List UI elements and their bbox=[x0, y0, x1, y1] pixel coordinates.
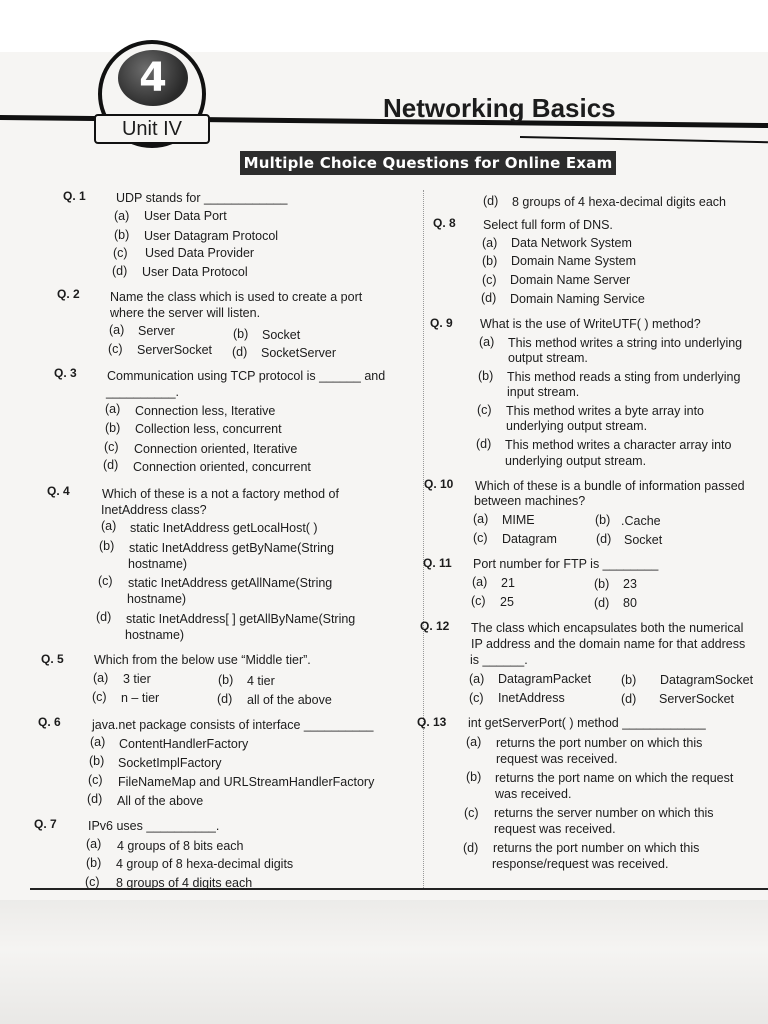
option-letter: (d) bbox=[596, 532, 612, 546]
option-text: 21 bbox=[501, 576, 515, 590]
option-text: SocketImplFactory bbox=[118, 756, 222, 770]
question-text: Communication using TCP protocol is ______ and bbox=[107, 369, 386, 383]
option-letter: (b) bbox=[86, 856, 102, 870]
option-letter: (c) bbox=[108, 342, 123, 356]
question-number: Q. 7 bbox=[34, 817, 57, 831]
option-text: all of the above bbox=[247, 693, 332, 707]
option-letter: (b) bbox=[89, 754, 105, 768]
option-letter: (c) bbox=[482, 273, 497, 287]
option-text: static InetAddress getLocalHost( ) bbox=[130, 521, 318, 535]
question-text: UDP stands for ____________ bbox=[116, 191, 288, 205]
option-text: 8 groups of 4 hexa-decimal digits each bbox=[512, 195, 727, 209]
option-text: Connection oriented, concurrent bbox=[133, 460, 311, 474]
question-text: IP address and the domain name for that address bbox=[471, 637, 746, 651]
option-text: output stream. bbox=[508, 351, 588, 365]
option-letter: (a) bbox=[479, 335, 495, 349]
option-letter: (c) bbox=[104, 440, 119, 454]
option-text: Server bbox=[138, 324, 175, 338]
option-letter: (c) bbox=[471, 594, 486, 608]
option-text: hostname) bbox=[125, 628, 185, 642]
top-margin bbox=[0, 0, 768, 52]
question-text: __________. bbox=[106, 385, 179, 399]
option-letter: (b) bbox=[105, 421, 121, 435]
option-text: static InetAddress[ ] getAllByName(String bbox=[126, 612, 356, 626]
option-letter: (a) bbox=[101, 519, 117, 533]
option-text: static InetAddress getAllName(String bbox=[128, 576, 333, 590]
option-letter: (b) bbox=[621, 673, 637, 687]
question-text: is ______. bbox=[470, 653, 528, 667]
question-text: where the server will listen. bbox=[110, 306, 261, 320]
option-text: 8 groups of 4 digits each bbox=[116, 876, 253, 890]
option-letter: (c) bbox=[469, 691, 484, 705]
question-number: Q. 8 bbox=[433, 216, 456, 230]
option-letter: (c) bbox=[92, 690, 107, 704]
unit-number: 4 bbox=[118, 50, 188, 106]
option-text: returns the port number on which this bbox=[496, 736, 703, 750]
option-text: request was received. bbox=[496, 752, 618, 766]
option-text: 4 groups of 8 bits each bbox=[117, 839, 244, 853]
option-text: returns the port name on which the request bbox=[495, 771, 734, 785]
option-letter: (d) bbox=[112, 264, 128, 278]
option-letter: (a) bbox=[109, 323, 125, 337]
question-number: Q. 11 bbox=[423, 556, 452, 570]
option-letter: (a) bbox=[86, 837, 102, 851]
question-number: Q. 10 bbox=[424, 477, 454, 491]
question-text: Name the class which is used to create a port bbox=[110, 290, 363, 304]
option-text: Domain Name System bbox=[511, 254, 637, 268]
question-text: Port number for FTP is ________ bbox=[473, 557, 659, 571]
option-text: User Datagram Protocol bbox=[144, 229, 279, 243]
option-letter: (b) bbox=[466, 770, 482, 784]
unit-label: Unit IV bbox=[94, 114, 210, 144]
option-text: input stream. bbox=[507, 385, 580, 399]
option-text: ServerSocket bbox=[659, 692, 735, 706]
question-number: Q. 1 bbox=[63, 189, 86, 203]
option-text: 23 bbox=[623, 577, 637, 591]
option-letter: (c) bbox=[473, 531, 488, 545]
option-letter: (b) bbox=[594, 577, 610, 591]
option-text: Used Data Provider bbox=[145, 246, 255, 260]
option-letter: (d) bbox=[232, 345, 248, 359]
option-text: This method writes a byte array into bbox=[506, 404, 704, 418]
option-text: .Cache bbox=[621, 514, 661, 528]
question-text: IPv6 uses __________. bbox=[88, 819, 220, 833]
option-letter: (b) bbox=[99, 539, 115, 553]
option-letter: (a) bbox=[469, 672, 485, 686]
option-letter: (b) bbox=[595, 513, 611, 527]
bottom-margin bbox=[0, 900, 768, 1024]
option-letter: (b) bbox=[478, 369, 494, 383]
option-letter: (a) bbox=[90, 735, 106, 749]
question-text: Which of these is a bundle of information passed bbox=[475, 479, 745, 493]
option-letter: (d) bbox=[463, 841, 479, 855]
question-text: Which from the below use “Middle tier”. bbox=[94, 653, 311, 667]
option-text: hostname) bbox=[128, 557, 188, 571]
option-letter: (d) bbox=[621, 692, 637, 706]
question-number: Q. 2 bbox=[57, 287, 80, 301]
option-letter: (a) bbox=[473, 512, 489, 526]
option-text: ContentHandlerFactory bbox=[119, 737, 249, 751]
option-text: static InetAddress getByName(String bbox=[129, 541, 334, 555]
question-number: Q. 9 bbox=[430, 316, 453, 330]
option-letter: (d) bbox=[594, 596, 610, 610]
option-letter: (d) bbox=[481, 291, 497, 305]
question-number: Q. 4 bbox=[47, 484, 70, 498]
option-text: 4 tier bbox=[247, 674, 275, 688]
question-text: What is the use of WriteUTF( ) method? bbox=[480, 317, 701, 331]
option-text: SocketServer bbox=[261, 346, 337, 360]
option-letter: (c) bbox=[464, 806, 479, 820]
header-rule-secondary bbox=[520, 136, 768, 143]
question-number: Q. 12 bbox=[420, 619, 450, 633]
option-text: returns the port number on which this bbox=[493, 841, 700, 855]
option-letter: (a) bbox=[482, 236, 498, 250]
option-letter: (a) bbox=[466, 735, 482, 749]
section-banner: Multiple Choice Questions for Online Exam bbox=[240, 151, 616, 175]
option-text: was received. bbox=[495, 787, 572, 801]
question-number: Q. 13 bbox=[417, 715, 447, 729]
option-text: n – tier bbox=[121, 691, 160, 705]
question-text: between machines? bbox=[474, 494, 586, 508]
option-text: underlying output stream. bbox=[506, 419, 648, 433]
option-letter: (d) bbox=[476, 437, 492, 451]
question-number: Q. 5 bbox=[41, 652, 64, 666]
option-text: User Data Port bbox=[144, 209, 227, 223]
option-text: Datagram bbox=[502, 532, 557, 546]
option-text: underlying output stream. bbox=[505, 454, 647, 468]
option-letter: (a) bbox=[472, 575, 488, 589]
option-letter: (d) bbox=[96, 610, 112, 624]
option-text: InetAddress bbox=[498, 691, 565, 705]
option-letter: (b) bbox=[114, 228, 130, 242]
option-text: All of the above bbox=[117, 794, 204, 808]
option-letter: (b) bbox=[482, 254, 498, 268]
option-letter: (b) bbox=[233, 327, 249, 341]
option-letter: (c) bbox=[85, 875, 100, 889]
option-text: FileNameMap and URLStreamHandlerFactory bbox=[118, 775, 375, 789]
option-text: 4 group of 8 hexa-decimal digits bbox=[116, 857, 294, 871]
question-number: Q. 6 bbox=[38, 715, 61, 729]
question-text: InetAddress class? bbox=[101, 503, 207, 517]
option-text: response/request was received. bbox=[492, 857, 669, 871]
option-text: Collection less, concurrent bbox=[135, 422, 282, 436]
option-text: DatagramPacket bbox=[498, 672, 592, 686]
option-letter: (a) bbox=[93, 671, 109, 685]
option-letter: (b) bbox=[218, 673, 234, 687]
question-text: The class which encapsulates both the numerical bbox=[471, 621, 744, 635]
option-letter: (d) bbox=[87, 792, 103, 806]
question-text: Which of these is a not a factory method of bbox=[102, 487, 339, 501]
question-text: Select full form of DNS. bbox=[483, 218, 613, 232]
option-letter: (a) bbox=[114, 209, 130, 223]
option-text: Domain Naming Service bbox=[510, 292, 645, 306]
option-text: User Data Protocol bbox=[142, 265, 248, 279]
question-number: Q. 3 bbox=[54, 366, 77, 380]
option-text: 25 bbox=[500, 595, 514, 609]
option-text: ServerSocket bbox=[137, 343, 213, 357]
option-text: hostname) bbox=[127, 592, 187, 606]
option-text: Socket bbox=[262, 328, 301, 342]
option-text: 3 tier bbox=[123, 672, 151, 686]
option-text: This method writes a string into underlying bbox=[508, 336, 743, 350]
option-text: Connection less, Iterative bbox=[135, 404, 276, 418]
option-text: This method writes a character array into bbox=[505, 438, 732, 452]
option-text: This method reads a sting from underlying bbox=[507, 370, 741, 384]
option-text: Data Network System bbox=[511, 236, 632, 250]
option-letter: (c) bbox=[88, 773, 103, 787]
option-letter: (a) bbox=[105, 402, 121, 416]
option-letter: (c) bbox=[477, 403, 492, 417]
option-letter: (d) bbox=[217, 692, 233, 706]
question-text: int getServerPort( ) method ____________ bbox=[468, 716, 706, 730]
option-text: MIME bbox=[502, 513, 535, 527]
option-text: Connection oriented, Iterative bbox=[134, 442, 298, 456]
option-letter: (c) bbox=[113, 246, 128, 260]
column-divider bbox=[423, 190, 425, 890]
option-text: returns the server number on which this bbox=[494, 806, 714, 820]
chapter-title: Networking Basics bbox=[383, 93, 616, 123]
option-letter: (c) bbox=[98, 574, 113, 588]
option-letter: (d) bbox=[103, 458, 119, 472]
question-text: java.net package consists of interface __________ bbox=[92, 718, 374, 732]
option-text: Domain Name Server bbox=[510, 273, 631, 287]
option-text: request was received. bbox=[494, 822, 616, 836]
option-letter: (d) bbox=[483, 194, 499, 208]
option-text: 80 bbox=[623, 596, 637, 610]
option-text: DatagramSocket bbox=[660, 673, 754, 687]
option-text: Socket bbox=[624, 533, 663, 547]
